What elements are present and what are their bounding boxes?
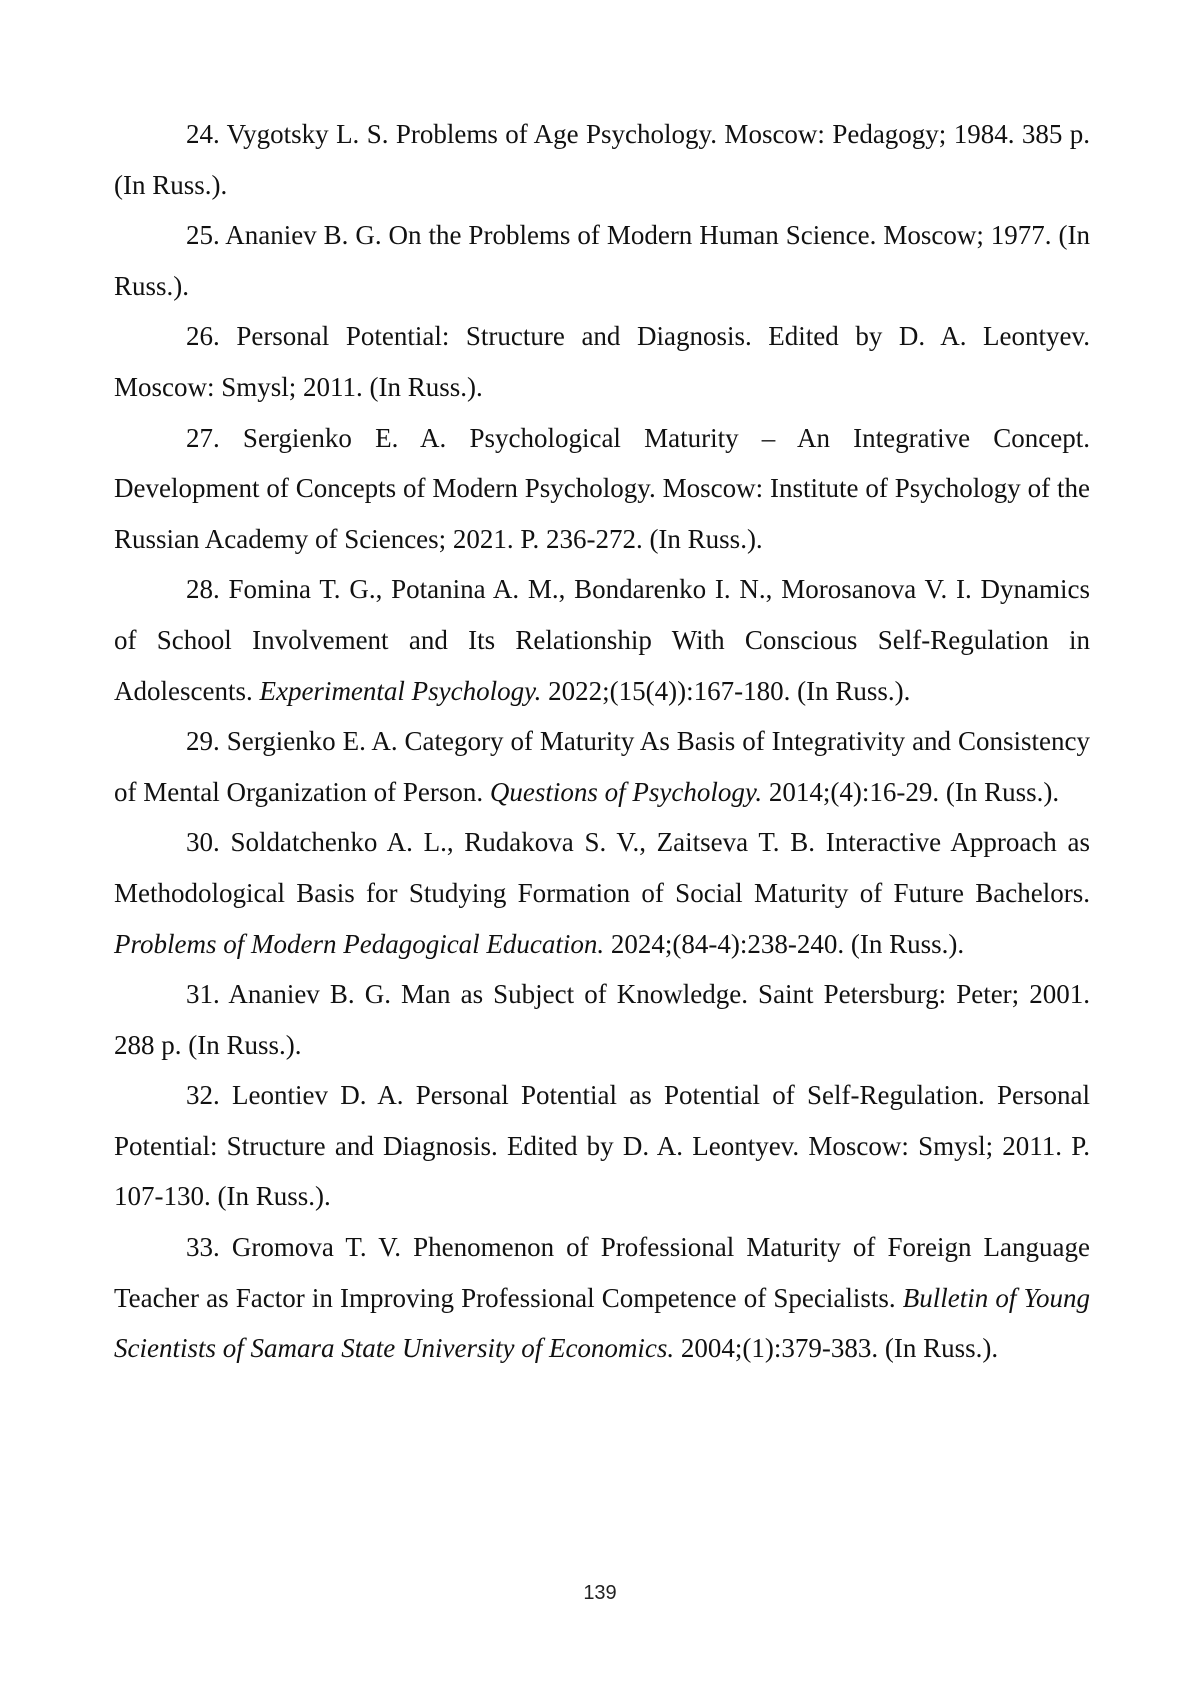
reference-item <box>114 413 1090 565</box>
journal-title: Bulletin of Young Scientists of Samara State University of Economics. <box>114 1282 1090 1364</box>
reference-item <box>114 564 1090 716</box>
reference-details: 2014;(4):16-29. (In Russ.). <box>762 776 1060 807</box>
reference-details: 2022;(15(4)):167-180. (In Russ.). <box>541 675 911 706</box>
reference-item <box>114 1222 1090 1374</box>
reference-item <box>114 716 1090 817</box>
journal-title: Questions of Psychology. <box>489 776 763 807</box>
reference-item <box>114 109 1090 210</box>
journal-title: Problems of Modern Pedagogical Education. <box>114 928 605 959</box>
reference-text: 28. Fomina T. G., Potanina A. M., Bondarenko I. N., Morosanova V. I. Dynamics of School Involvement and Its Relationship With Conscious Self-Regulation in Adolescents. <box>114 574 1090 706</box>
reference-details: 2024;(84-4):238-240. (In Russ.). <box>604 928 965 959</box>
reference-details: 2004;(1):379-383. (In Russ.). <box>674 1333 999 1364</box>
reference-text: 24. Vygotsky L. S. Problems of Age Psychology. Moscow: Pedagogy; 1984. 385 p. (In Russ.). <box>114 119 1090 200</box>
reference-item <box>114 969 1090 1070</box>
reference-text: 25. Ananiev B. G. On the Problems of Modern Human Science. Moscow; 1977. (In Russ.). <box>114 220 1090 301</box>
journal-title: Experimental Psychology. <box>259 675 542 706</box>
page-number: 139 <box>583 1582 617 1604</box>
reference-text: 33. Gromova T. V. Phenomenon of Professional Maturity of Foreign Language Teacher as Factor in Improving Professional Competence of Specialists. <box>114 1232 1090 1313</box>
reference-text: 30. Soldatchenko A. L., Rudakova S. V., Zaitseva T. B. Interactive Approach as Methodological Basis for Studying Formation of Social Maturity of Future Bachelors. <box>114 827 1090 908</box>
reference-text: 31. Ananiev B. G. Man as Subject of Knowledge. Saint Petersburg: Peter; 2001. 288 p. (In Russ.). <box>114 979 1090 1060</box>
reference-text: 32. Leontiev D. A. Personal Potential as Potential of Self-Regulation. Personal Potential: Structure and Diagnosis. Edited by D. A. Leontyev. Moscow: Smysl; 2011. P. 107-130. (In Russ.). <box>114 1080 1090 1212</box>
reference-item <box>114 210 1090 311</box>
reference-list <box>114 109 1090 1374</box>
reference-text: 27. Sergienko E. A. Psychological Maturity – An Integrative Concept. Development of Concepts of Modern Psychology. Moscow: Institute of Psychology of the Russian Academy of Sciences; 2021. P. 236-272. (In Russ.). <box>114 422 1090 554</box>
reference-item <box>114 817 1090 969</box>
reference-text: 26. Personal Potential: Structure and Diagnosis. Edited by D. A. Leontyev. Moscow: Smysl; 2011. (In Russ.). <box>114 321 1090 402</box>
reference-text: 29. Sergienko E. A. Category of Maturity As Basis of Integrativity and Consistency of Mental Organization of Person. <box>114 726 1090 807</box>
reference-item <box>114 311 1090 412</box>
reference-item <box>114 1070 1090 1222</box>
